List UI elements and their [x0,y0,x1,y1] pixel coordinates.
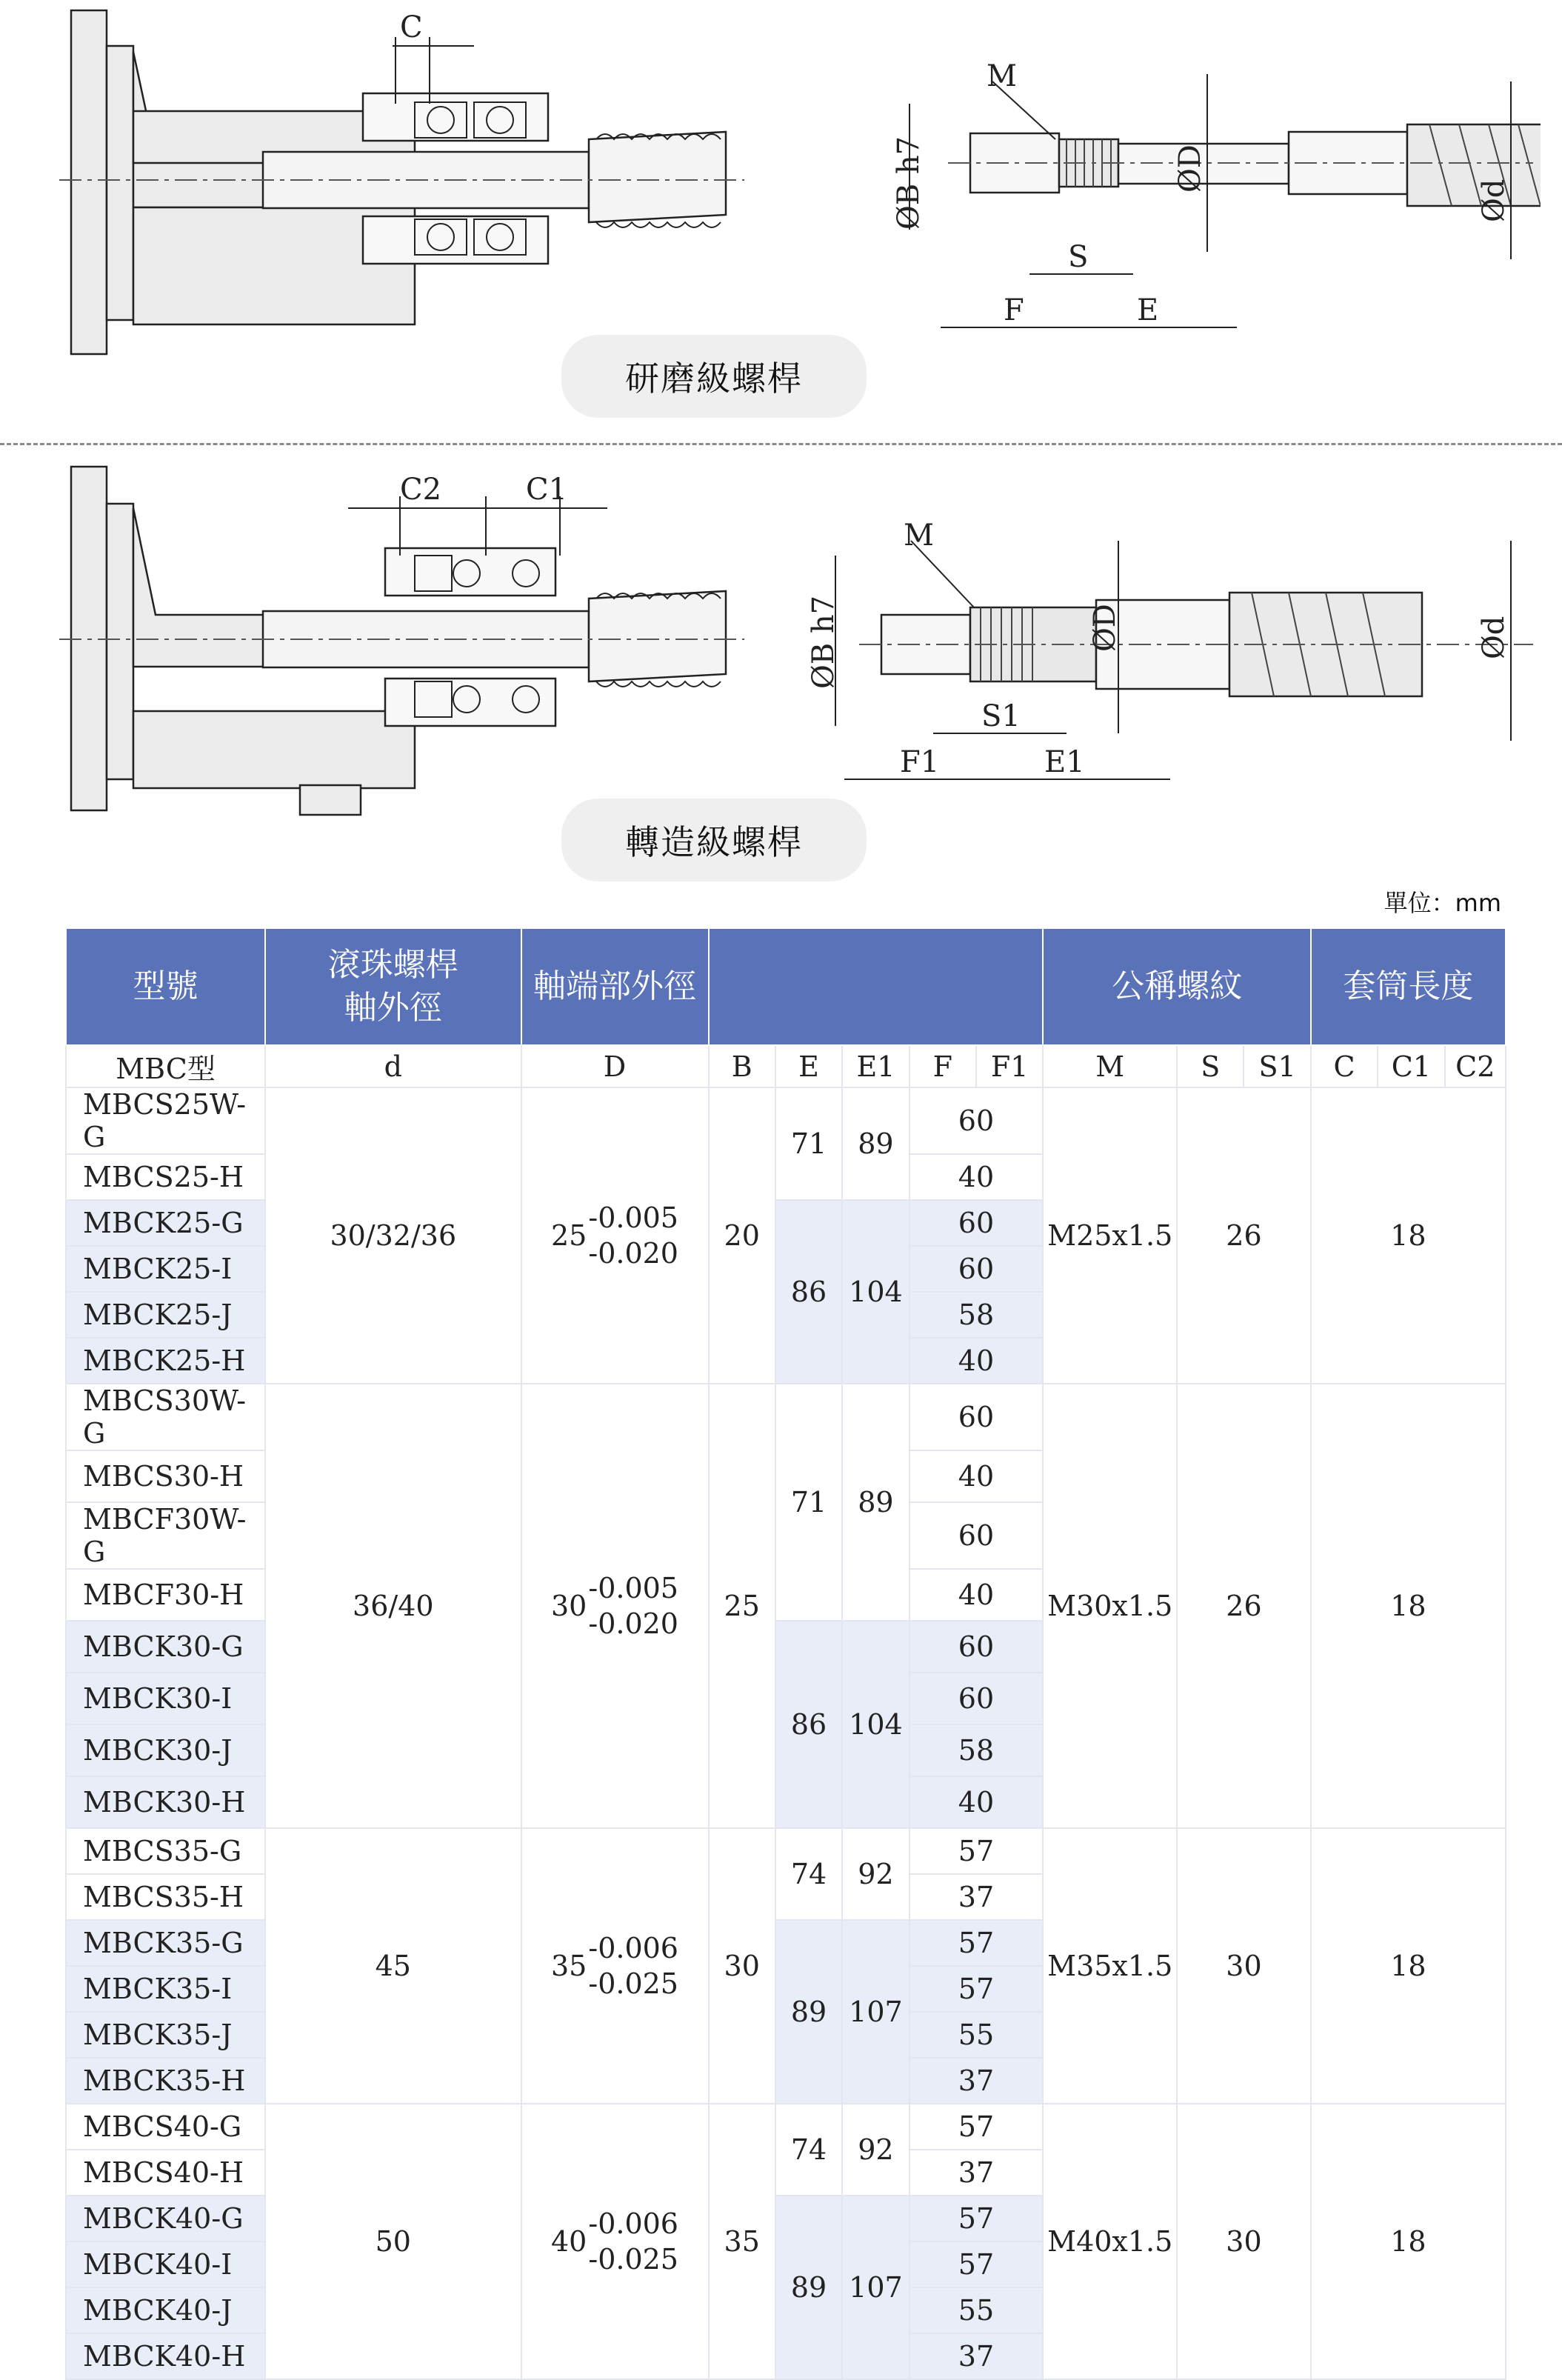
table-row [66,1087,1506,1154]
model-cell: MBCS30-H [66,1450,265,1502]
end-od-lower-tol: -0.025 [588,2243,678,2276]
f-cell: 40 [910,1776,1044,1828]
end-od-cell [521,2104,709,2379]
subheader-8: M [1043,1045,1177,1087]
c-cell: 18 [1311,1087,1506,1384]
f-cell: 58 [910,1292,1044,1338]
e1-cell: 89 [842,1384,909,1621]
shaft-od-cell: 45 [265,1828,521,2104]
model-cell: MBCS25W-G [66,1087,265,1154]
table-row [66,1384,1506,1450]
f-cell: 57 [910,1828,1044,1874]
label-c2: C2 [400,473,442,507]
model-cell: MBCF30-H [66,1569,265,1621]
end-od-base: 40 [551,2225,587,2258]
b-cell: 20 [709,1087,775,1384]
c-cell: 18 [1311,1828,1506,2104]
end-od-upper-tol: -0.005 [588,1201,678,1234]
model-cell: MBCS35-H [66,1874,265,1920]
label-d-lower: Ød [1477,179,1511,222]
end-od-upper-tol: -0.006 [588,2207,678,2240]
label-s1: S1 [981,699,1021,733]
header-sleeve: 套筒長度 [1311,928,1506,1045]
header-shaft-od: 滾珠螺桿 軸外徑 [265,928,521,1045]
label-e1: E1 [1044,745,1085,779]
model-cell: MBCK40-H [66,2333,265,2379]
label-c: C [400,10,423,44]
table-row [66,1828,1506,1874]
label-d-rolled: ØD [1088,604,1122,652]
label-m: M [987,59,1017,93]
m-cell: M30x1.5 [1043,1384,1177,1828]
end-od-base: 35 [551,1950,587,1982]
header-blank [709,928,1044,1045]
f-cell: 57 [910,1920,1044,1966]
e-cell: 86 [775,1621,842,1828]
f-cell: 40 [910,1154,1044,1200]
model-cell: MBCK35-H [66,2058,265,2104]
model-cell: MBCK40-I [66,2241,265,2287]
e1-cell: 107 [842,1920,909,2104]
f-cell: 60 [910,1621,1044,1673]
f-cell: 57 [910,2104,1044,2150]
f-cell: 57 [910,1966,1044,2012]
model-cell: MBCS35-G [66,1828,265,1874]
caption-rolled-screw: 轉造級螺桿 [561,799,867,881]
f-cell: 57 [910,2196,1044,2241]
model-cell: MBCS30W-G [66,1384,265,1450]
e1-cell: 89 [842,1087,909,1200]
subheader-10: S1 [1244,1045,1310,1087]
subheader-1: d [265,1045,521,1087]
f-cell: 55 [910,2012,1044,2058]
header-thread: 公稱螺紋 [1043,928,1310,1045]
label-f1: F1 [900,745,940,779]
model-cell: MBCS40-H [66,2150,265,2196]
c-cell: 18 [1311,2104,1506,2379]
end-od-lower-tol: -0.020 [588,1237,678,1270]
subheader-9: S [1177,1045,1244,1087]
c-cell: 18 [1311,1384,1506,1828]
subheader-13: C2 [1445,1045,1506,1087]
f-cell: 37 [910,2333,1044,2379]
label-c1: C1 [526,473,568,507]
model-cell: MBCK35-I [66,1966,265,2012]
m-cell: M35x1.5 [1043,1828,1177,2104]
model-cell: MBCK30-I [66,1673,265,1724]
model-cell: MBCK35-J [66,2012,265,2058]
f-cell: 60 [910,1087,1044,1154]
e-cell: 71 [775,1087,842,1200]
model-cell: MBCK25-J [66,1292,265,1338]
shaft-od-cell: 30/32/36 [265,1087,521,1384]
end-od-lower-tol: -0.020 [588,1607,678,1640]
model-cell: MBCK30-J [66,1724,265,1776]
f-cell: 58 [910,1724,1044,1776]
shaft-od-cell: 50 [265,2104,521,2379]
f-cell: 40 [910,1338,1044,1384]
header-row [66,928,1506,1045]
f-cell: 40 [910,1450,1044,1502]
b-cell: 25 [709,1384,775,1828]
f-cell: 57 [910,2241,1044,2287]
e1-cell: 104 [842,1200,909,1384]
screw-drawing-rolled [800,511,1541,800]
f-cell: 40 [910,1569,1044,1621]
e-cell: 86 [775,1200,842,1384]
label-d-upper: ØD [1173,144,1207,193]
e-cell: 74 [775,2104,842,2196]
f-cell: 37 [910,2150,1044,2196]
f-cell: 37 [910,1874,1044,1920]
model-cell: MBCS40-G [66,2104,265,2150]
e-cell: 74 [775,1828,842,1920]
unit-label: 單位：mm [1384,889,1501,917]
end-od-upper-tol: -0.005 [588,1572,678,1604]
model-cell: MBCK30-H [66,1776,265,1828]
label-b-rolled: ØB h7 [807,595,841,689]
assembly-drawing-rolled [0,459,748,822]
shaft-od-cell: 36/40 [265,1384,521,1828]
label-s: S [1068,240,1089,274]
model-cell: MBCK40-G [66,2196,265,2241]
subheader-12: C1 [1378,1045,1444,1087]
label-dd-rolled: Ød [1477,616,1511,659]
label-b: ØB h7 [892,136,926,230]
f-cell: 60 [910,1673,1044,1724]
screw-drawing-ground [874,59,1541,341]
f-cell: 37 [910,2058,1044,2104]
model-cell: MBCK25-I [66,1246,265,1292]
end-od-base: 25 [551,1219,587,1252]
label-m-rolled: M [904,519,934,553]
end-od-cell [521,1384,709,1828]
label-e: E [1137,293,1159,327]
e-cell: 89 [775,2196,842,2379]
m-cell: M40x1.5 [1043,2104,1177,2379]
subheader-row [66,1045,1506,1087]
header-model: 型號 [66,928,265,1045]
e1-cell: 92 [842,2104,909,2196]
s-cell: 26 [1177,1384,1311,1828]
subheader-4: E [775,1045,842,1087]
flange-plate [71,10,107,354]
subheader-6: F [910,1045,976,1087]
end-od-cell [521,1087,709,1384]
spec-table [65,927,1506,2380]
end-od-upper-tol: -0.006 [588,1932,678,1964]
e1-cell: 107 [842,2196,909,2379]
f-cell: 60 [910,1246,1044,1292]
m-cell: M25x1.5 [1043,1087,1177,1384]
assembly-drawing-ground [0,0,748,363]
e1-cell: 92 [842,1828,909,1920]
s-cell: 26 [1177,1087,1311,1384]
label-f: F [1004,293,1024,327]
model-cell: MBCK30-G [66,1621,265,1673]
model-cell: MBCS25-H [66,1154,265,1200]
e-cell: 89 [775,1920,842,2104]
f-cell: 60 [910,1200,1044,1246]
subheader-7: F1 [976,1045,1043,1087]
b-cell: 35 [709,2104,775,2379]
caption-ground-screw: 研磨級螺桿 [561,335,867,418]
subheader-11: C [1311,1045,1378,1087]
s-cell: 30 [1177,2104,1311,2379]
model-cell: MBCK35-G [66,1920,265,1966]
table-row [66,2104,1506,2150]
e1-cell: 104 [842,1621,909,1828]
end-od-base: 30 [551,1590,587,1622]
b-cell: 30 [709,1828,775,2104]
f-cell: 60 [910,1384,1044,1450]
subheader-2: D [521,1045,709,1087]
end-od-cell [521,1828,709,2104]
f-cell: 60 [910,1502,1044,1569]
model-cell: MBCK25-G [66,1200,265,1246]
subheader-5: E1 [842,1045,909,1087]
end-od-lower-tol: -0.025 [588,1967,678,2000]
subheader-0: MBC型 [66,1045,265,1087]
model-cell: MBCK25-H [66,1338,265,1384]
s-cell: 30 [1177,1828,1311,2104]
f-cell: 55 [910,2287,1044,2333]
section-divider [0,443,1562,445]
model-cell: MBCF30W-G [66,1502,265,1569]
header-end-od: 軸端部外徑 [521,928,709,1045]
subheader-3: B [709,1045,775,1087]
model-cell: MBCK40-J [66,2287,265,2333]
e-cell: 71 [775,1384,842,1621]
